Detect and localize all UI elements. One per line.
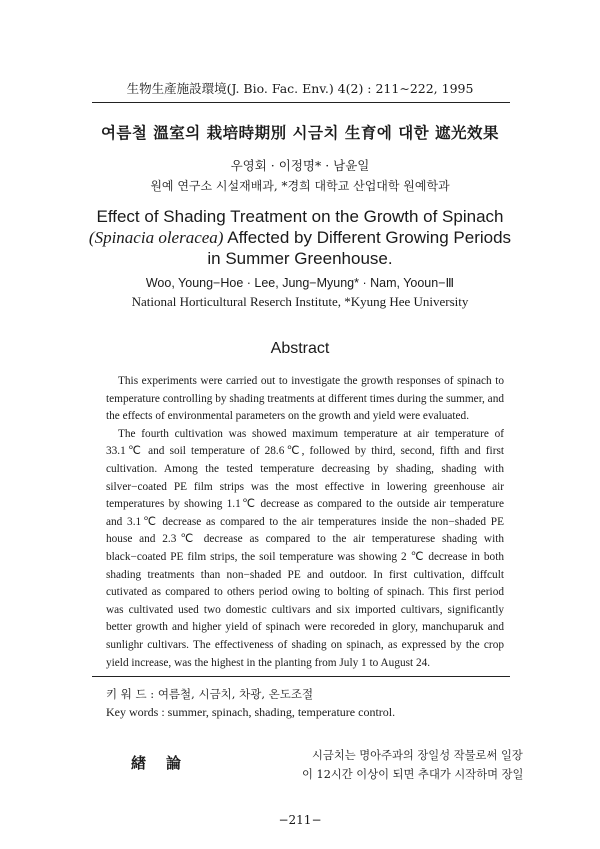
keywords-rule — [92, 676, 510, 677]
keywords-korean: 키 워 드 : 여름철, 시금치, 차광, 온도조절 — [106, 687, 314, 701]
english-title — [0, 206, 600, 269]
abstract-paragraph: The fourth cultivation was showed maximum temperature at air temperature of 33.1℃ and soil temperature of 28.6℃, followed by third, second, fifth and first cultivation. Among the tested temperature decreasing by shading, shading with silver−coated PE film strips was the most effective in lowering greenhouse air temperatures by showing 1.1℃ decrease as compared to the outside air temperature and 3.1℃ decrease as compared to the air temperatures inside the non−shaded PE house and 2.3℃ decrease as compared to the air temperaturese shading with black−coated PE film strips, the soil temperature was showing 2 ℃ decrease in both shading treatments than non−shaded PE and outdoor. In first cultivation, diffcult cutivated as compared to others period owing to bolting of spinach. This first period was cultivated used two domestic cultivars and six imported cultivars, significantly better growth and higher yield of spinach were recoreded in glory, manchuparuk and sunlighr cultivars. The effectiveness of shading on spinach, as expressed by the crop yield increase, was the highest in the planting from July 1 to August 24. — [106, 427, 504, 669]
page-number: −211− — [278, 813, 322, 827]
header-rule — [92, 102, 510, 103]
introduction-line: 이 12시간 이상이 되면 추대가 시작하며 장일 — [302, 768, 524, 781]
abstract-heading: Abstract — [270, 340, 330, 357]
introduction-heading: 緖論 — [131, 754, 202, 772]
introduction-text — [302, 746, 542, 784]
species-name: (Spinacia oleracea) — [88, 228, 224, 247]
abstract-body — [106, 373, 504, 672]
korean-affiliation: 원예 연구소 시설재배과, *경희 대학교 산업대학 원예학과 — [150, 179, 450, 193]
keywords-block — [106, 685, 526, 721]
english-affiliation: National Horticultural Reserch Institute, *Kyung Hee University — [131, 294, 469, 309]
korean-authors: 우영회 · 이정명* · 남윤일 — [230, 158, 370, 173]
keywords-english: Key words : summer, spinach, shading, temperature control. — [106, 705, 396, 719]
introduction-line: 시금치는 명아주과의 장일성 작물로써 일장 — [312, 749, 523, 762]
english-title-line3: in Summer Greenhouse. — [207, 249, 393, 268]
english-authors: Woo, Young−Hoe · Lee, Jung−Myung* · Nam, Yooun−Ⅲ — [145, 276, 455, 290]
abstract-paragraph: This experiments were carried out to investigate the growth responses of spinach to temperature controlling by shading treatments at different times during the summer, and the effects of environmental parameters on the growth and yield were evaluated. — [106, 375, 504, 423]
english-title-line2 — [0, 227, 600, 248]
running-head: 生物生產施設環境(J. Bio. Fac. Env.) 4(2) : 211∼222, 1995 — [126, 81, 474, 96]
korean-title: 여름철 溫室의 栽培時期別 시금치 生育에 대한 遮光效果 — [100, 124, 500, 142]
english-title-line1: Effect of Shading Treatment on the Growth of Spinach — [96, 207, 504, 226]
english-title-line2-rest: Affected by Different Growing Periods — [223, 228, 512, 247]
